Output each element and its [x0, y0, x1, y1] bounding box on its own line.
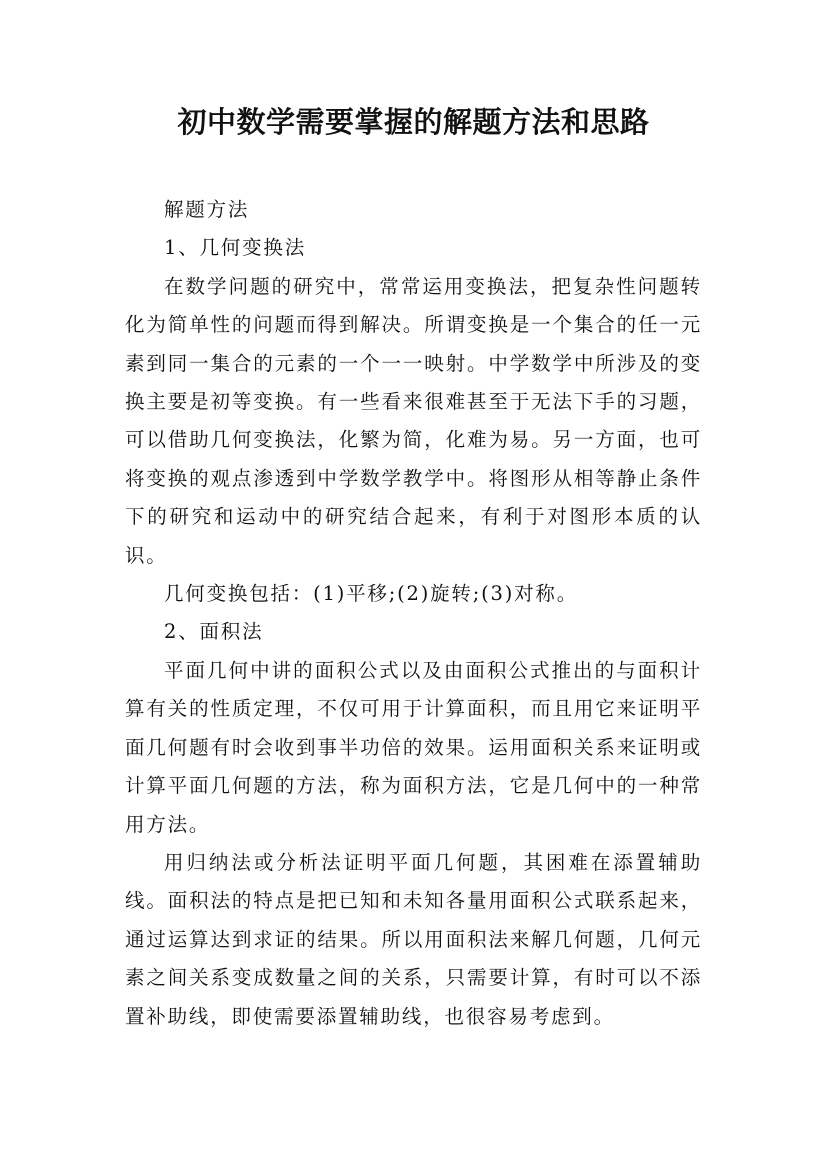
paragraph-area-intro: 平面几何中讲的面积公式以及由面积公式推出的与面积计算有关的性质定理，不仅可用于计算面积，而且用它来证明平面几何题有时会收到事半功倍的效果。运用面积关系来证明或计算平面几何题的方法，称为面积方法，它是几何中的一种常用方法。	[125, 658, 702, 836]
paragraph-transformation-intro: 在数学问题的研究中，常常运用变换法，把复杂性问题转化为简单性的问题而得到解决。所谓变换是一个集合的任一元素到同一集合的元素的一个一一映射。中学数学中所涉及的变换主要是初等变换。有一些看来很难甚至于无法下手的习题，可以借助几何变换法，化繁为简，化难为易。另一方面，也可将变换的观点渗透到中学数学教学中。将图形从相等静止条件下的研究和运动中的研究结合起来，有利于对图形本质的认识。	[125, 274, 702, 567]
section-heading-methods: 解题方法	[164, 198, 250, 221]
paragraph-area-features: 用归纳法或分析法证明平面几何题，其困难在添置辅助线。面积法的特点是把已知和未知各量用面积公式联系起来，通过运算达到求证的结果。所以用面积法来解几何题，几何元素之间关系变成数量之间的关系，只需要计算，有时可以不添置补助线，即使需要添置辅助线，也很容易考虑到。	[125, 850, 702, 1028]
subheading-area-method: 2、面积法	[164, 620, 264, 644]
paragraph-transformation-types: 几何变换包括：(1)平移;(2)旋转;(3)对称。	[164, 582, 579, 606]
document-title: 初中数学需要掌握的解题方法和思路	[177, 105, 650, 139]
document-body	[125, 191, 702, 1036]
subheading-geometric-transformation: 1、几何变换法	[164, 236, 307, 260]
